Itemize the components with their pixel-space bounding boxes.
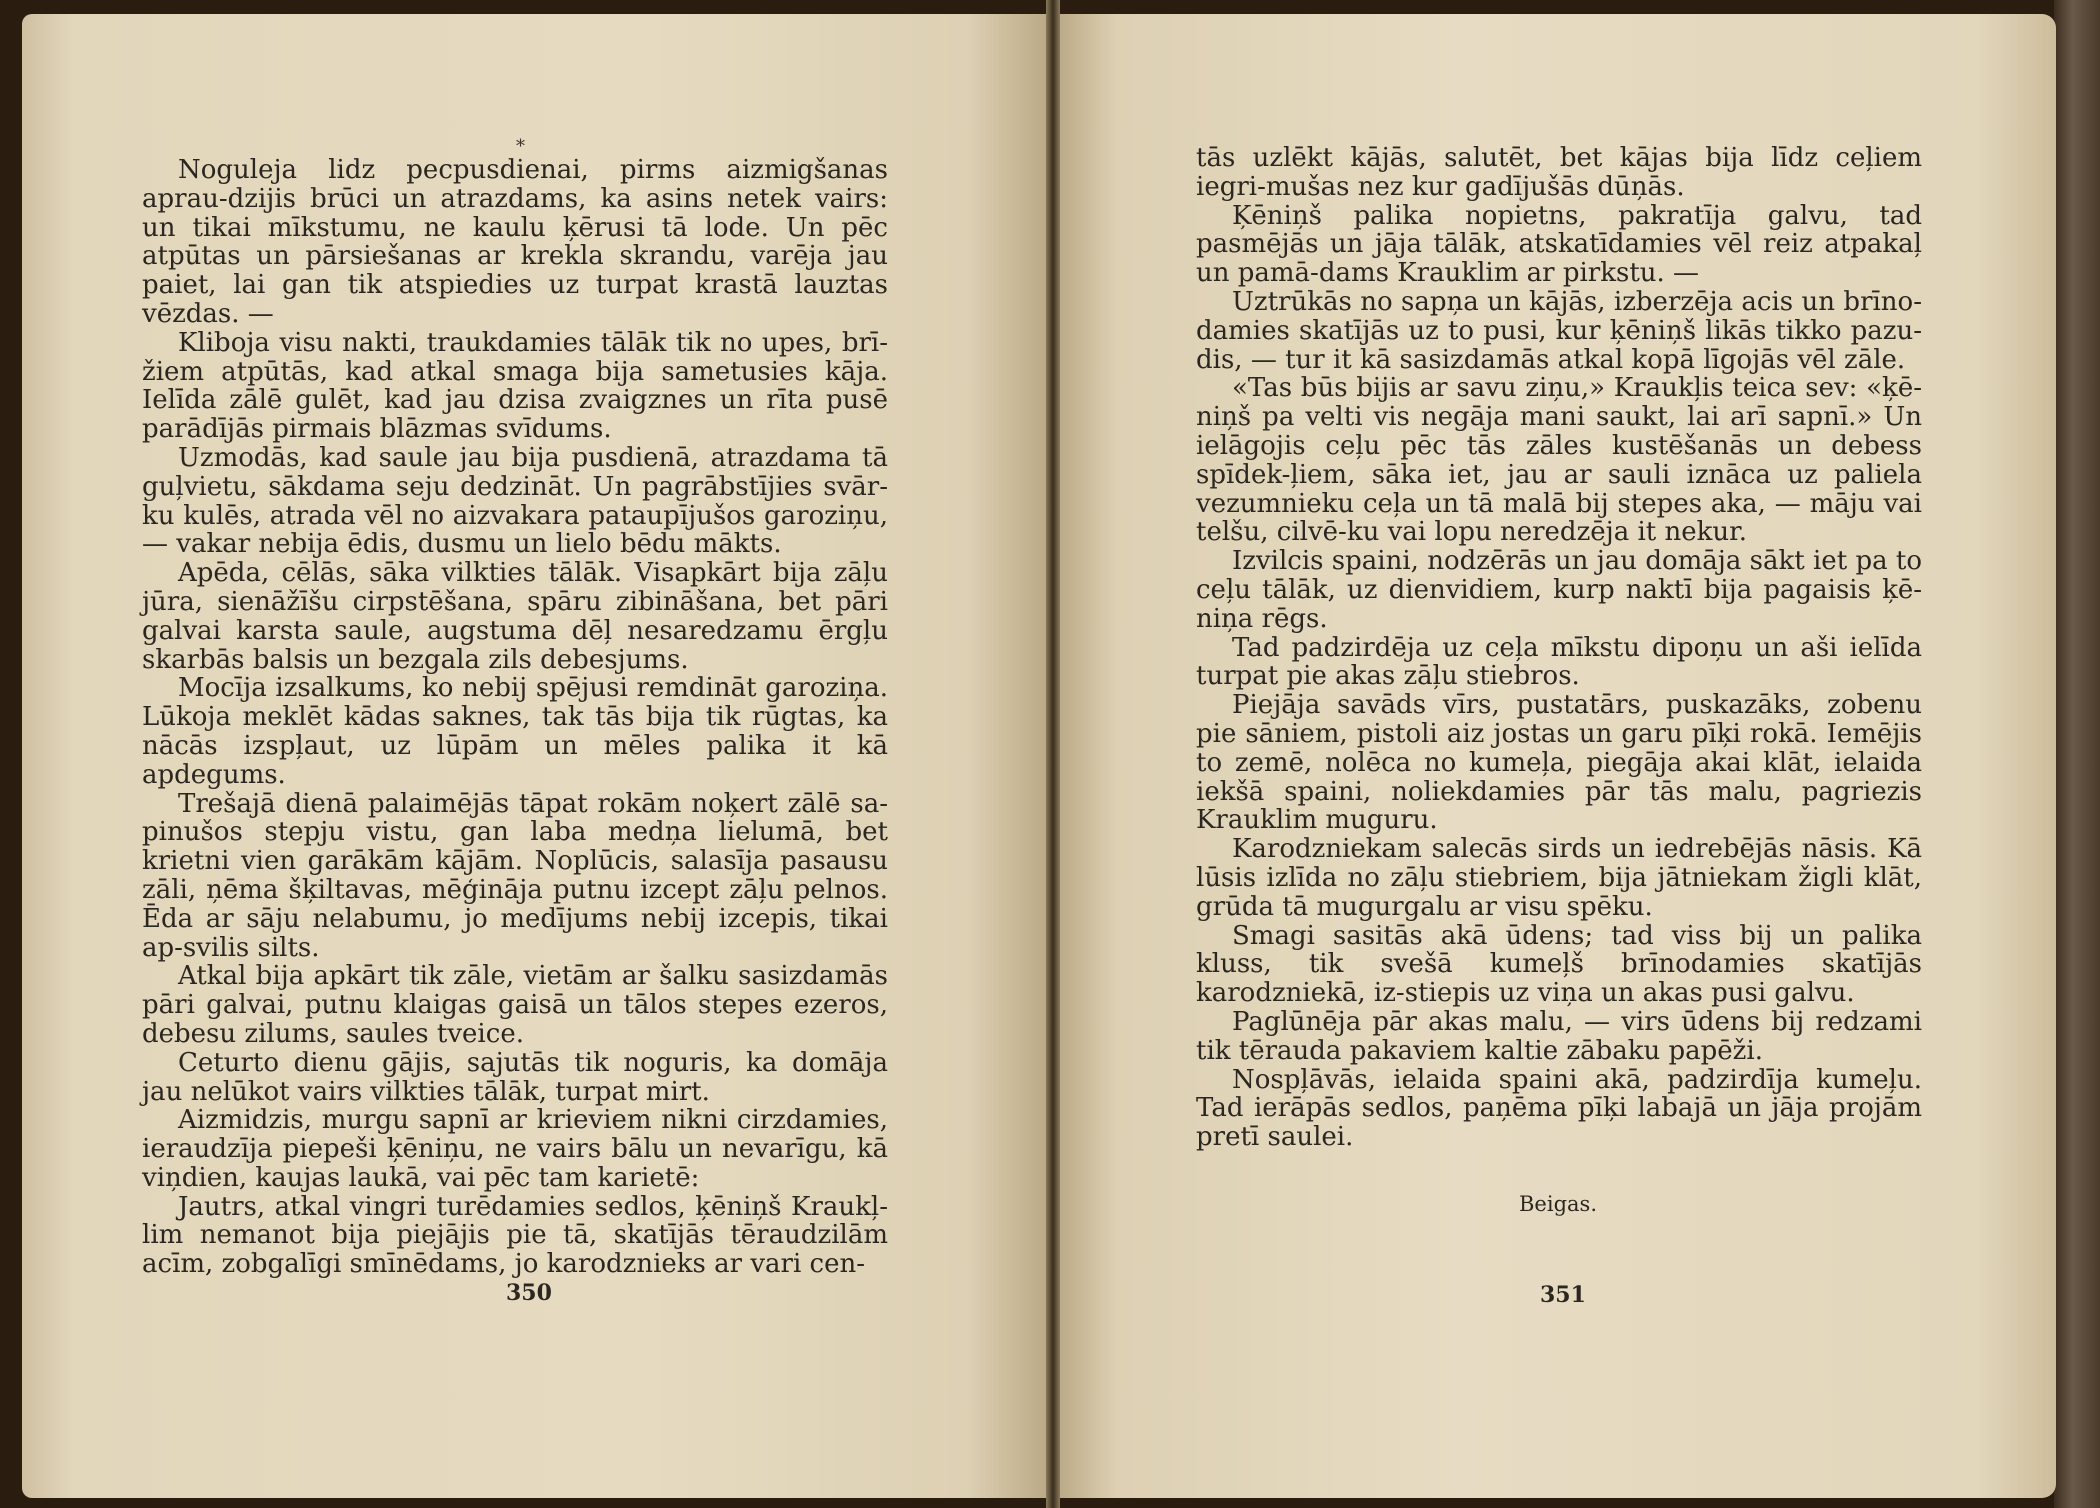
paragraph: Tad padzirdēja uz ceļa mīkstu dipoņu un aši ielīda turpat pie akas zāļu stiebros. xyxy=(1196,632,1922,692)
paragraph: Nospļāvās, ielaida spaini akā, padzirdīja kumeļu. Tad ierāpās sedlos, paņēma pīķi labajā un jāja projām pretī saulei. xyxy=(1196,1064,1922,1153)
paragraph: Izvilcis spaini, nodzērās un jau domāja sākt iet pa to ceļu tālāk, uz dienvidiem, kurp naktī bija pagaisis ķē-niņa rēgs. xyxy=(1196,546,1922,634)
paragraph: Ķēniņš palika nopietns, pakratīja galvu, tad pasmējās un jāja tālāk, atskatīdamies vēl reiz atpakaļ un pamā-dams Krauklim ar pirkstu. — xyxy=(1196,200,1922,289)
paragraph: Noguleja lidz pecpusdienai, pirms aizmigšanas aprau-dzijis brūci un atrazdams, ka asins netek vairs: un tikai mīkstumu, ne kaulu ķērusi tā lode. Un pēc atpūtas un pārsiešanas ar krekla skrandu, varēja jau paiet, lai gan tik atspiedies uz turpat krastā lauztas vēzdas. — xyxy=(142,155,888,329)
paragraph: Jautrs, atkal vingri turēdamies sedlos, ķēniņš Kraukļ-lim nemanot bija piejājis pie tā, skatījās tēraudzilām acīm, zobgalīgi smīnēdams, jo karodznieks ar vari cen- xyxy=(142,1191,888,1280)
page-number-left: 350 xyxy=(506,1280,552,1306)
paragraph: Karodzniekam salecās sirds un iedrebējās nāsis. Kā lūsis izlīda no zāļu stiebriem, bija jātniekam žigli klāt, grūda tā mugurgalu ar visu spēku. xyxy=(1196,834,1922,922)
paragraph: Mocīja izsalkums, ko nebij spējusi remdināt garoziņa. Lūkoja meklēt kādas saknes, tak tās bija tik rūgtas, ka nācās izspļaut, uz lūpām un mēles palika it kā apdegums. xyxy=(142,673,888,790)
section-ornament: * xyxy=(516,136,525,157)
book-cover-edge xyxy=(2054,0,2100,1508)
paragraph: Piejāja savāds vīrs, pustatārs, puskazāks, zobenu pie sāniem, pistoli aiz jostas un garu pīķi rokā. Iemējis to zemē, nolēca no kumeļa, piegāja akai klāt, ielaida iekšā spaini, noliekdamies pār tās malu, pagriezis Krauklim muguru. xyxy=(1196,690,1922,836)
paragraph: Uztrūkās no sapņa un kājās, izberzēja acis un brīno-damies skatījās uz to pusi, kur ķēniņš likās tikko pazu-dis, — tur it kā sasizdamās atkal kopā līgojās vēl zāle. xyxy=(1196,286,1922,375)
paragraph: tās uzlēkt kājās, salutēt, bet kājas bija līdz ceļiem iegri-mušas nez kur gadījušās dūņās. xyxy=(1196,143,1922,202)
paragraph: Atkal bija apkārt tik zāle, vietām ar šalku sasizdamās pāri galvai, putnu klaigas gaisā un tālos stepes ezeros, debesu zilums, saules tveice. xyxy=(142,961,888,1049)
paragraph: «Tas būs bijis ar savu ziņu,» Kraukļis teica sev: «ķē-niņš pa velti vis negāja mani saukt, lai arī sapnī.» Un ielāgojis ceļu pēc tās zāles kustēšanās un debess spīdek-ļiem, sāka iet, jau ar sauli iznāca uz paliela vezumnieku ceļa un tā malā bij stepes aka, — māju vai telšu, cilvē-ku vai lopu neredzēja it nekur. xyxy=(1196,373,1922,548)
end-label: Beigas. xyxy=(1519,1192,1597,1216)
paragraph: Paglūnēja pār akas malu, — virs ūdens bij redzami tik tērauda pakaviem kaltie zābaku papēži. xyxy=(1196,1006,1922,1066)
paragraph: Aizmidzis, murgu sapnī ar krieviem nikni cirzdamies, ieraudzīja piepeši ķēniņu, ne vairs bālu un nevarīgu, kā viņdien, kaujas laukā, vai pēc tam karietē: xyxy=(142,1105,888,1193)
paragraph: Apēda, cēlās, sāka vilkties tālāk. Visapkārt bija zāļu jūra, sienāžīšu cirpstēšana, spāru zibināšana, bet pāri galvai karsta saule, augstuma dēļ nesaredzamu ērgļu skarbās balsis un bezgala zils debesjums. xyxy=(142,558,888,675)
right-page-text xyxy=(1196,144,1922,1152)
paragraph: Kliboja visu nakti, traukdamies tālāk tik no upes, brī-žiem atpūtās, kad atkal smaga bija sametusies kāja. Ielīda zālē gulēt, kad jau dzisa zvaigznes un rīta pusē parādījās pirmais blāzmas svīdums. xyxy=(142,327,888,445)
paragraph: Smagi sasitās akā ūdens; tad viss bij un palika kluss, tik svešā kumeļš brīnodamies skatījās karodzniekā, iz-stiepis uz viņa un akas pusi galvu. xyxy=(1196,920,1922,1009)
book-gutter xyxy=(1046,0,1060,1508)
left-page-text xyxy=(142,156,888,1279)
paragraph: Uzmodās, kad saule jau bija pusdienā, atrazdama tā guļvietu, sākdama seju dedzināt. Un pagrābstījies svār-ku kulēs, atrada vēl no aizvakara pataupījušos garoziņu, — vakar nebija ēdis, dusmu un lielo bēdu mākts. xyxy=(142,442,888,560)
paragraph: Ceturto dienu gājis, sajutās tik noguris, ka domāja jau nelūkot vairs vilkties tālāk, turpat mirt. xyxy=(142,1047,888,1107)
page-number-right: 351 xyxy=(1540,1282,1586,1308)
paragraph: Trešajā dienā palaimējās tāpat rokām noķert zālē sa-pinušos stepju vistu, gan laba medņa lielumā, bet krietni vien garākām kājām. Noplūcis, salasīja pasausu zāli, ņēma šķiltavas, mēģināja putnu izcept zāļu pelnos. Ēda ar sāju nelabumu, jo medījums nebij izcepis, tikai ap-svilis silts. xyxy=(142,788,888,963)
